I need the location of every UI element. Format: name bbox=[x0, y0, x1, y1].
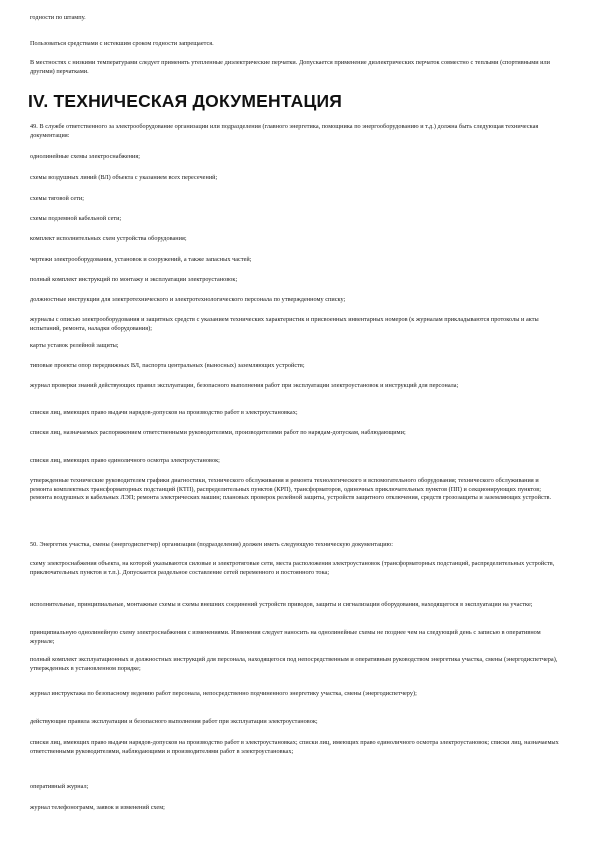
warning-expired: Пользоваться средствами с истекшим сроком годности запрещается. bbox=[30, 40, 214, 47]
list-item: однолинейные схемы электроснабжения; bbox=[30, 153, 141, 160]
list-item: карты уставок релейной защиты; bbox=[30, 342, 119, 349]
list-item: принципиальную однолинейную схему электроснабжения с изменениями. Изменения следует наносить на однолинейные схемы не позднее чем на следующий день с записью в оперативном журнале; bbox=[30, 629, 541, 645]
list-item: схемы воздушных линий (ВЛ) объекта с указанием всех пересечений; bbox=[30, 174, 218, 181]
list-item: списки лиц, имеющих право выдачи нарядов-допусков на производство работ в электроустановках; списки лиц, имеющих право единоличного осмотра электроустановок; списки лиц, назначаемых ответственными руководителями, наблюдающими и производителями работ в электроустановках; bbox=[30, 739, 559, 755]
clause-50: 50. Энергетик участка, смены (энергодиспетчер) организации (подразделения) должен иметь следующую техническую документацию: bbox=[30, 541, 394, 548]
list-item: журнал телефонограмм, заявок и изменений схем; bbox=[30, 804, 165, 811]
list-item: списки лиц, имеющих право единоличного осмотра электроустановок; bbox=[30, 457, 220, 464]
list-item: журнал инструктажа по безопасному ведению работ персонала, непосредственно подчиненного энергетику участка, смены (энергодиспетчеру); bbox=[30, 690, 417, 697]
warning-cold-climate: В местностях с низкими температурами следует применять утепленные диэлектрические перчатки. Допускается применение диэлектрических перчаток совместно с теплыми (спортивными или другими) перчатками. bbox=[30, 59, 551, 75]
list-item: полный комплект эксплуатационных и должностных инструкций для персонала, находящегося под непосредственным и оперативным руководством энергетика участка, смены (энергодиспетчера), утвержденных в установленном порядке; bbox=[30, 656, 558, 672]
list-item: исполнительные, принципиальные, монтажные схемы и схемы внешних соединений устройств приводов, защиты и сигнализации оборудования, находящегося в эксплуатации на участке; bbox=[30, 601, 533, 608]
clause-49: 49. В службе ответственного за электрооборудование организации или подразделения (главного энергетика, помощника по энергооборудованию и т.д.) должна быть следующая техническая документация: bbox=[30, 123, 539, 139]
list-item: схему электроснабжения объекта, на которой указываются силовые и электротяговые сети, места расположения электроустановок (трансформаторных подстанций, распределительных устройств, приключательных пунктов и т.п.). Допускается раздельное составление сетей переменного и постоянного тока; bbox=[30, 560, 555, 576]
section-title: IV. ТЕХНИЧЕСКАЯ ДОКУМЕНТАЦИЯ bbox=[28, 91, 343, 111]
list-item: схемы подземной кабельной сети; bbox=[30, 215, 122, 222]
list-item: типовые проекты опор передвижных ВЛ, паспорта центральных (выносных) заземляющих устройств; bbox=[30, 362, 305, 369]
list-item: списки лиц, имеющих право выдачи нарядов-допусков на производство работ в электроустановках; bbox=[30, 409, 298, 416]
list-item: схемы тяговой сети; bbox=[30, 195, 84, 202]
list-item: действующие правила эксплуатации и безопасного выполнения работ при эксплуатации электроустановок; bbox=[30, 718, 318, 725]
list-item: должностные инструкции для электротехнического и электротехнологического персонала по утвержденному списку; bbox=[30, 296, 346, 303]
list-item: списки лиц, назначаемых распоряжением ответственными руководителями, производителями работ по нарядам-допускам, наблюдающими; bbox=[30, 429, 406, 436]
list-item: чертежи электрооборудования, установок и сооружений, а также запасных частей; bbox=[30, 256, 252, 263]
list-item: журнал проверки знаний действующих правил эксплуатации, безопасного выполнения работ при эксплуатации электроустановок и инструкций для персонала; bbox=[30, 382, 459, 389]
list-item: журналы с описью электрооборудования и защитных средств с указанием технических характеристик и присвоенных инвентарных номеров (к журналам прикладываются протоколы и акты испытаний, ремонта, наладки оборудования); bbox=[30, 316, 539, 332]
list-item: комплект исполнительных схем устройства оборудования; bbox=[30, 235, 187, 242]
list-item: полный комплект инструкций по монтажу и эксплуатации электроустановок; bbox=[30, 276, 238, 283]
top-fragment: годности по штампу. bbox=[30, 14, 86, 21]
list-item: оперативный журнал; bbox=[30, 783, 89, 790]
list-item: утвержденные технические руководителем графики диагностики, технического обслуживания и ремонта технологического и вспомогательного оборудования; технического обслуживания и ремонта комплектных трансформаторных подстанций (КТП), распределительных пунктов (КРП), трансформаторов, одиночных приключательных пунктов (ПП) и секционирующих пунктов; ремонта воздушных и кабельных ЛЭП; ремонта электрических машин; плановых проверок релейной защиты, устройств защитного отключения, средств грозозащиты и заземляющих устройств. bbox=[30, 477, 552, 502]
